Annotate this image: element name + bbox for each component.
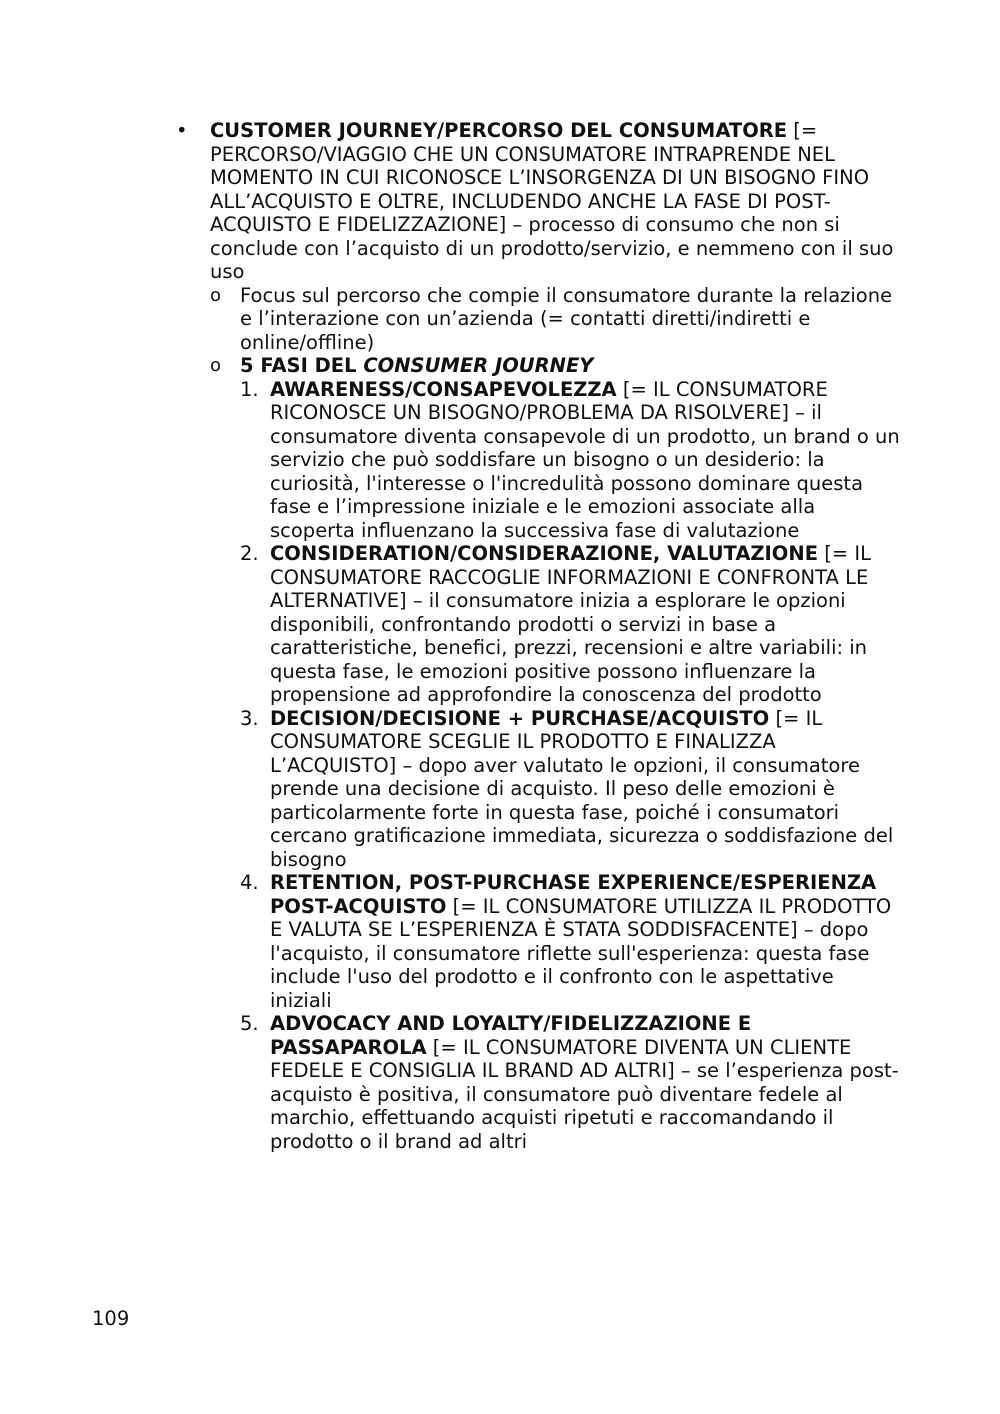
phase-number: 4. <box>240 871 259 894</box>
phase-item <box>240 871 900 1012</box>
phase-number: 1. <box>240 377 259 401</box>
bullet-text: [= PERCORSO/VIAGGIO CHE UN CONSUMATORE INTRAPRENDE NEL MOMENTO IN CUI RICONOSCE L’INSORGENZA DI UN BISOGNO FINO ALL’ACQUISTO E OLTRE, INCLUDENDO ANCHE LA FASE DI POST-ACQUISTO E FIDELIZZAZIONE] – processo di consumo che non si conclude con l’acquisto di un prodotto/servizio, e nemmeno con il suo uso <box>210 119 894 283</box>
bullet-icon: • <box>176 119 188 142</box>
sub-item-phases-heading <box>210 354 900 378</box>
bullet-title: CUSTOMER JOURNEY/PERCORSO DEL CONSUMATORE <box>210 119 788 142</box>
phases-heading-italic: CONSUMER JOURNEY <box>363 354 594 377</box>
phase-title: CONSIDERATION/CONSIDERAZIONE, VALUTAZIONE <box>270 542 819 565</box>
phase-text: [= IL CONSUMATORE SCEGLIE IL PRODOTTO E FINALIZZA L’ACQUISTO] – dopo aver valutato le opzioni, il consumatore prende una decisione di acquisto. Il peso delle emozioni è particolarmente forte in questa fase, poiché i consumatori cercano gratificazione immediata, sicurezza o soddisfazione del bisogno <box>270 706 894 871</box>
phase-title: AWARENESS/CONSAPEVOLEZZA <box>270 377 617 401</box>
sub-item-focus <box>210 283 900 355</box>
phase-text: [= IL CONSUMATORE UTILIZZA IL PRODOTTO E VALUTA SE L’ESPERIENZA È STATA SODDISFACENTE] – dopo l'acquisto, il consumatore riflette sull'esperienza: questa fase include l'uso del prodotto e il confronto con le aspettative iniziali <box>270 894 892 1012</box>
phase-number: 2. <box>240 542 259 565</box>
phase-text: [= IL CONSUMATORE DIVENTA UN CLIENTE FEDELE E CONSIGLIA IL BRAND AD ALTRI] – se l’esperienza post-acquisto è positiva, il consumatore può diventare fedele al marchio, effettuando acquisti ripetuti e raccomandando il prodotto o il brand ad altri <box>270 1035 899 1153</box>
bullet-customer-journey <box>176 119 900 284</box>
phase-item <box>240 542 900 707</box>
phases-heading-prefix: 5 FASI DEL <box>240 354 364 377</box>
phase-text: [= IL CONSUMATORE RACCOGLIE INFORMAZIONI E CONFRONTA LE ALTERNATIVE] – il consumatore inizia a esplorare le opzioni disponibili, confrontando prodotti o servizi in base a caratteristiche, benefici, prezzi, recensioni e altre variabili: in questa fase, le emozioni positive possono influenzare la propensione ad approfondire la conoscenza del prodotto <box>270 542 871 706</box>
page-content <box>0 119 1000 1153</box>
page-number: 109 <box>92 1307 130 1330</box>
phase-title: RETENTION, POST-PURCHASE EXPERIENCE/ESPERIENZA POST-ACQUISTO <box>270 871 877 918</box>
sub-item-text: Focus sul percorso che compie il consumatore durante la relazione e l’interazione con un’azienda (= contatti diretti/indiretti e online/offline) <box>240 283 893 354</box>
phase-number: 5. <box>240 1012 259 1035</box>
phase-title: ADVOCACY AND LOYALTY/FIDELIZZAZIONE E PASSAPAROLA <box>270 1012 752 1059</box>
phase-title: DECISION/DECISIONE + PURCHASE/ACQUISTO <box>270 706 770 730</box>
phase-item <box>240 1012 900 1153</box>
sub-bullet-icon: o <box>210 284 222 306</box>
sub-bullet-icon: o <box>210 355 222 376</box>
phase-item <box>240 706 900 872</box>
phase-text: [= IL CONSUMATORE RICONOSCE UN BISOGNO/PROBLEMA DA RISOLVERE] – il consumatore diventa consapevole di un prodotto, un brand o un servizio che può soddisfare un bisogno o un desiderio: la curiosità, l'interesse o l'incredulità possono dominare questa fase e l’impressione iniziale e le emozioni associate alla scoperta influenzano la successiva fase di valutazione <box>270 377 900 542</box>
phase-number: 3. <box>240 706 259 730</box>
phase-item <box>240 377 900 543</box>
